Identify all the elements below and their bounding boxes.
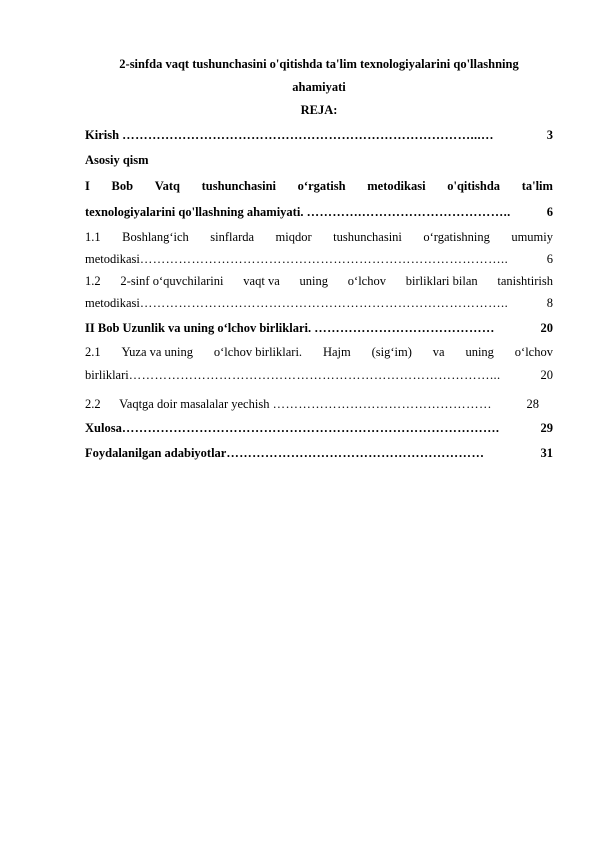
toc-intro-page: 3 [546,128,553,142]
toc-section-2-1-word: Hajm [322,345,351,359]
document-title-line-2: ahamiyati [292,80,346,94]
toc-section-1-1-word: 1.1 [85,230,101,244]
toc-section-1-2-word: o‘lchov [347,274,386,288]
toc-section-1-1-page: 6 [546,252,553,266]
toc-main-part: Asosiy qism [85,153,149,167]
toc-section-1-2-word: 1.2 [85,274,101,288]
toc-section-1-2-word: uning [299,274,329,288]
toc-chapter1-word: ta'lim [521,179,553,193]
toc-entry-chapter2 [85,321,553,335]
toc-entry-section-2-2 [85,397,553,411]
toc-section-2-1-leader: …………………………………………………………………………... [128,368,501,382]
toc-section-1-1-word: tushunchasini [333,230,402,244]
toc-entry-references [85,446,553,460]
toc-section-2-1-label: birliklari [85,368,129,382]
toc-section-2-1-line2 [85,368,553,382]
toc-section-2-1-word: va [432,345,445,359]
toc-section-1-2-leader: ………………………………………………………………………….. [139,296,509,310]
toc-section-2-2-leader: …………………………………………… [272,397,492,411]
toc-chapter1-word: Vatq [154,179,180,193]
toc-section-2-2-page: 28 [526,397,539,411]
toc-chapter1-label: texnologiyalarini qo'llashning ahamiyati. [85,205,304,219]
toc-conclusion-page: 29 [540,421,553,435]
toc-chapter1-word: metodikasi [367,179,426,193]
toc-chapter2-leader: …………………………………… [314,321,495,335]
toc-section-1-1-leader: ………………………………………………………………………….. [139,252,509,266]
toc-section-1-2-word: vaqt va [243,274,280,288]
toc-section-1-2-word: tanishtirish [497,274,553,288]
toc-section-2-1-page: 20 [540,368,553,382]
toc-section-1-2-word: 2-sinf o‘quvchilarini [120,274,224,288]
toc-section-2-1-word: Yuza va uning [121,345,194,359]
toc-chapter1-word: I [85,179,90,193]
plan-heading: REJA: [300,103,338,117]
toc-chapter1-word: Bob [111,179,134,193]
toc-conclusion-label: Xulosa [85,421,122,435]
toc-chapter1-line1 [85,179,553,193]
toc-section-1-1-word: o‘rgatishning [423,230,490,244]
toc-entry-intro [85,128,553,142]
toc-section-1-1-line1 [85,230,553,244]
toc-section-2-1-word: o‘lchov birliklari. [213,345,303,359]
toc-section-1-2-page: 8 [546,296,553,310]
toc-section-1-2-line2 [85,296,553,310]
toc-section-2-1-word: (sig‘im) [371,345,412,359]
toc-section-1-2-line1 [85,274,553,288]
toc-references-label: Foydalanilgan adabiyotlar [85,446,227,460]
toc-chapter1-line2 [85,205,553,219]
toc-references-leader: …………………………………………………… [226,446,485,460]
toc-section-1-2-label: metodikasi [85,296,140,310]
toc-section-1-1-line2 [85,252,553,266]
toc-conclusion-leader: ……………………………………………………………………………. [121,421,500,435]
toc-chapter2-page: 20 [540,321,553,335]
toc-section-2-2-label: 2.2 Vaqtga doir masalalar yechish [85,397,270,411]
toc-chapter1-word: tushunchasini [201,179,276,193]
toc-section-1-1-word: miqdor [275,230,312,244]
document-title-line-1: 2-sinfda vaqt tushunchasini o'qitishda ta'lim texnologiyalarini qo'llashning [119,57,519,71]
toc-section-2-1-word: 2.1 [85,345,101,359]
toc-section-1-1-word: umumiy [511,230,553,244]
toc-section-2-1-word: o‘lchov [514,345,553,359]
toc-section-1-2-word: birliklari bilan [405,274,478,288]
toc-entry-conclusion [85,421,553,435]
toc-section-1-1-label: metodikasi [85,252,140,266]
toc-intro-label: Kirish [85,128,120,142]
toc-intro-leader: ………………………………………………………………………...… [122,128,494,142]
toc-section-1-1-word: Boshlang‘ich [122,230,189,244]
toc-references-page: 31 [540,446,553,460]
toc-chapter1-page: 6 [546,205,553,219]
toc-section-2-1-word: uning [465,345,494,359]
toc-chapter1-word: o‘rgatish [297,179,346,193]
toc-section-2-1-line1 [85,345,553,359]
toc-chapter2-label: II Bob Uzunlik va uning o‘lchov birliklari. [85,321,312,335]
toc-chapter1-leader: ………….…………………………….. [306,205,511,219]
toc-chapter1-word: o'qitishda [447,179,501,193]
toc-section-1-1-word: sinflarda [210,230,255,244]
